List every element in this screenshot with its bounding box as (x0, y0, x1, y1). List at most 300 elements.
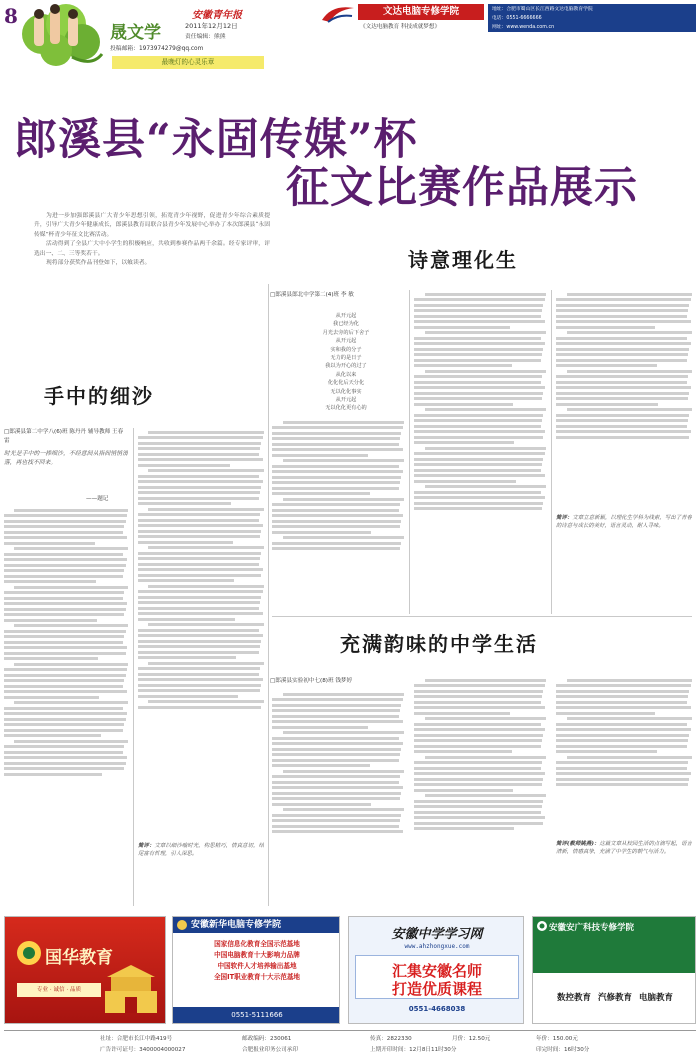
text-line-texture (14, 509, 128, 512)
text-line-texture (272, 492, 370, 495)
text-line-texture (272, 448, 403, 451)
text-line-texture (556, 348, 689, 351)
text-line-texture (4, 630, 126, 633)
text-line-texture (4, 575, 123, 578)
text-line-texture (272, 715, 399, 718)
text-line-texture (4, 525, 124, 528)
sand-lede (4, 450, 128, 490)
text-line-texture (414, 364, 512, 367)
text-line-texture (414, 723, 541, 726)
text-line-texture (567, 293, 692, 296)
editor-line: 责任编辑：熊熊 (185, 34, 226, 40)
text-line-texture (414, 436, 543, 439)
ad-anguang-tech-school[interactable] (532, 916, 696, 1024)
text-line-texture (4, 591, 124, 594)
text-line-texture (272, 531, 371, 534)
guohua-logo-icon (15, 939, 43, 967)
text-line-texture (556, 701, 687, 704)
text-line-texture (138, 634, 263, 637)
anguang-logo-icon (536, 920, 548, 932)
text-line-texture (14, 740, 128, 743)
text-line-texture (556, 298, 691, 301)
text-line-texture (556, 375, 688, 378)
text-line-texture (414, 690, 543, 693)
text-line-texture (4, 580, 96, 583)
text-line-texture (4, 674, 126, 677)
text-line-texture (425, 756, 546, 759)
text-line-texture (4, 531, 123, 534)
text-line-texture (4, 514, 127, 517)
text-line-texture (4, 773, 102, 776)
text-line-texture (138, 530, 261, 533)
text-line-texture (272, 825, 399, 828)
text-line-texture (567, 370, 692, 373)
text-line-texture (4, 657, 98, 660)
text-line-texture (414, 414, 543, 417)
footer-monthly-price: 月价：12.50元 (452, 1036, 491, 1042)
text-line-texture (414, 359, 541, 362)
sand-signature: ——题记 (86, 496, 109, 502)
text-line-texture (272, 819, 400, 822)
poem-line: 从化以来 (335, 371, 357, 378)
sponsor-logo (318, 2, 358, 26)
text-line-texture (556, 739, 688, 742)
poem-line: 无以化化事实 (330, 388, 362, 395)
text-line-texture (556, 403, 658, 406)
text-line-texture (414, 684, 545, 687)
poem-byline: □郎溪县郎北中学第二(4)班 李 敏 (270, 292, 354, 298)
text-line-texture (138, 706, 261, 709)
text-line-texture (414, 767, 541, 770)
text-line-texture (556, 430, 691, 433)
text-line-texture (414, 469, 541, 472)
text-line-texture (414, 309, 542, 312)
school-body-column (556, 676, 692, 836)
text-line-texture (414, 315, 541, 318)
text-line-texture (4, 690, 127, 693)
text-line-texture (4, 652, 126, 655)
text-line-texture (14, 624, 128, 627)
text-line-texture (4, 608, 126, 611)
text-line-texture (138, 645, 260, 648)
text-line-texture (556, 728, 691, 731)
text-line-texture (4, 679, 124, 682)
text-line-texture (567, 717, 692, 720)
text-line-texture (414, 386, 545, 389)
text-line-texture (414, 463, 542, 466)
text-line-texture (414, 342, 545, 345)
text-line-texture (14, 701, 128, 704)
poem-lines (290, 312, 402, 413)
text-line-texture (138, 629, 259, 632)
text-line-texture (425, 331, 546, 334)
ad-xinhua-phone: 0551-5111666 (173, 1007, 340, 1023)
text-line-texture (556, 436, 689, 439)
text-line-texture (414, 348, 543, 351)
text-line-texture (272, 704, 401, 707)
text-line-texture (4, 729, 123, 732)
text-line-texture (414, 458, 543, 461)
text-line-texture (4, 712, 127, 715)
text-line-texture (4, 619, 97, 622)
text-line-texture (556, 419, 688, 422)
text-line-texture (138, 651, 259, 654)
text-line-texture (272, 481, 400, 484)
text-line-texture (148, 431, 264, 434)
text-line-texture (272, 814, 401, 817)
text-line-texture (414, 337, 541, 340)
text-line-texture (272, 759, 399, 762)
text-line-texture (138, 475, 259, 478)
intro-paragraph: 活动得到了全县广大中小学生的积极响应，共收到参赛作品两千余篇。经专家评审，评选出一、二、三等奖若干。 (34, 241, 270, 257)
text-line-texture (272, 520, 401, 523)
text-line-texture (4, 569, 124, 572)
text-line-texture (414, 712, 510, 715)
sand-body-column (4, 506, 128, 904)
ad-xinhua-line: 国家信息化教育全国示范基地 (214, 940, 300, 948)
text-line-texture (414, 298, 545, 301)
text-line-texture (272, 781, 399, 784)
school-comment-label: 简评(教师姚燕)： (556, 841, 600, 847)
sand-comment-text: 文章以细沙喻时光，构思精巧，情真意切，结尾富有哲理，引人深思。 (138, 843, 264, 857)
text-line-texture (138, 684, 261, 687)
masthead (0, 0, 700, 92)
text-line-texture (414, 452, 545, 455)
text-line-texture (283, 421, 404, 424)
text-line-texture (414, 701, 541, 704)
text-line-texture (556, 690, 689, 693)
text-line-texture (414, 375, 542, 378)
text-line-texture (556, 767, 687, 770)
text-line-texture (556, 397, 688, 400)
text-line-texture (138, 618, 235, 621)
text-line-texture (414, 304, 543, 307)
text-line-texture (425, 293, 546, 296)
text-line-texture (556, 359, 687, 362)
text-line-texture (272, 737, 399, 740)
text-line-texture (138, 689, 260, 692)
text-line-texture (272, 487, 399, 490)
text-line-texture (414, 761, 542, 764)
column-rule (268, 284, 269, 906)
text-line-texture (556, 326, 655, 329)
ad-anguang-header (533, 917, 696, 973)
school-comment-text: 这篇文章从校园生活的点滴写起，语言清新，情感真挚，充满了中学生的朝气与活力。 (556, 841, 692, 855)
text-line-texture (556, 772, 691, 775)
text-line-texture (425, 794, 546, 797)
text-line-texture (425, 485, 546, 488)
text-line-texture (138, 678, 263, 681)
text-line-texture (4, 646, 127, 649)
text-line-texture (414, 480, 516, 483)
text-line-texture (272, 726, 368, 729)
text-line-texture (138, 557, 260, 560)
text-line-texture (4, 520, 126, 523)
text-line-texture (138, 497, 259, 500)
poem-comment-text: 文章立意新颖，以理化生学科为线索，写出了青春的诗意与成长的美好，语言灵动，耐人寻味。 (556, 515, 692, 529)
poem-comment-label: 简评： (556, 515, 573, 521)
text-line-texture (138, 524, 263, 527)
text-line-texture (4, 745, 124, 748)
text-line-texture (138, 436, 263, 439)
text-line-texture (14, 663, 128, 666)
poem-line: 无力的是日子 (330, 355, 362, 362)
text-line-texture (4, 685, 123, 688)
text-line-texture (4, 558, 127, 561)
text-line-texture (556, 750, 657, 753)
text-line-texture (272, 797, 400, 800)
text-line-texture (283, 808, 404, 811)
text-line-texture (556, 723, 687, 726)
poem-line: 月光去旁的后下舍子 (322, 329, 370, 336)
text-line-texture (148, 662, 264, 665)
text-line-texture (425, 408, 546, 411)
intro-paragraph: 为进一步加强郎溪县广大青少年思想引领，拓宽青少年视野，促进青少年综合素质提升，引导广大青少年健康成长，郎溪县教育局联合县青少年发展中心举办了本次郎溪县“永固传媒”杯青少年征文比赛活动。 (34, 213, 270, 238)
school-comment (556, 840, 692, 904)
school-byline: □郎溪县实验初中七(8)班 钱梦婷 (270, 678, 353, 684)
sponsor-name-text: 文达电脑专修学院 (382, 6, 459, 17)
sand-comment-label: 简评： (138, 843, 155, 849)
text-line-texture (556, 364, 657, 367)
footer-line-1 (100, 1034, 696, 1043)
ad-anguang-program: 数控教育 (557, 993, 592, 1003)
text-line-texture (272, 748, 401, 751)
text-line-texture (272, 426, 403, 429)
text-line-texture (272, 786, 403, 789)
text-line-texture (567, 679, 692, 682)
ad-zhongxue-slogan-2: 打造优质课程 (391, 980, 482, 998)
ad-xinhua-title: 安徽新华电脑专修学院 (191, 920, 282, 930)
sand-lede-text: 时光是手中的一捧细沙，不经意间从指间悄悄滑落，再也找不回来。 (4, 451, 128, 466)
text-line-texture (283, 459, 404, 462)
text-line-texture (414, 403, 513, 406)
text-line-texture (4, 668, 127, 671)
poem-line: 从开元起 (335, 397, 357, 404)
text-line-texture (556, 783, 688, 786)
text-line-texture (414, 811, 541, 814)
text-line-texture (556, 712, 655, 715)
text-line-texture (556, 304, 689, 307)
text-line-texture (138, 607, 259, 610)
text-line-texture (272, 503, 400, 506)
text-line-texture (138, 568, 263, 571)
text-line-texture (138, 535, 260, 538)
school-body-column (272, 690, 404, 904)
poem-comment (556, 514, 692, 574)
text-line-texture (414, 425, 541, 428)
text-line-texture (4, 767, 124, 770)
ad-xinhua-line: 中国软件人才培养输出基地 (217, 962, 297, 970)
ad-zhongxue-url[interactable]: www.ahzhongxue.com (404, 943, 470, 950)
footer-annual-price: 年价：150.00元 (536, 1036, 578, 1042)
text-line-texture (4, 542, 95, 545)
paper-name: 安徽青年报 (192, 10, 242, 21)
text-line-texture (138, 442, 261, 445)
sponsor-info-box (488, 4, 696, 32)
footer-divider (4, 1030, 696, 1031)
text-line-texture (4, 635, 124, 638)
text-line-texture (425, 447, 546, 450)
text-line-texture (414, 789, 513, 792)
text-line-texture (4, 707, 123, 710)
text-line-texture (272, 437, 400, 440)
text-line-texture (414, 745, 541, 748)
column-tagline: 最晚灯的心灵乐章 (112, 56, 264, 69)
text-line-texture (138, 502, 231, 505)
issue-date: 2011年12月12日 (185, 22, 238, 30)
text-line-texture (4, 553, 123, 556)
text-line-texture (556, 381, 687, 384)
text-line-texture (272, 514, 403, 517)
text-line-texture (414, 502, 543, 505)
text-line-texture (556, 425, 687, 428)
text-line-texture (567, 331, 692, 334)
text-line-texture (414, 734, 543, 737)
sand-body-column (138, 428, 264, 836)
sand-byline: □郎溪县第二中学八(6)班 陈丹丹 辅导教师 王春雷 (4, 429, 124, 444)
text-line-texture (4, 751, 123, 754)
sponsor-swoosh-icon (318, 2, 358, 26)
text-line-texture (14, 547, 128, 550)
poem-line: 无以化化更有心的 (325, 405, 367, 412)
text-line-texture (414, 491, 541, 494)
text-line-texture (138, 601, 260, 604)
text-line-texture (4, 718, 126, 721)
ad-anhui-middle-school-net[interactable] (348, 916, 524, 1024)
ad-guohua-education[interactable] (4, 916, 166, 1024)
text-line-texture (138, 579, 234, 582)
text-line-texture (138, 574, 261, 577)
text-line-texture (556, 309, 688, 312)
text-line-texture (414, 496, 545, 499)
text-line-texture (556, 761, 688, 764)
text-line-texture (4, 536, 127, 539)
text-line-texture (138, 563, 259, 566)
text-line-texture (148, 546, 264, 549)
text-line-texture (138, 552, 261, 555)
intro-paragraph: 现将部分获奖作品刊登如下，以飨读者。 (46, 260, 151, 267)
text-line-texture (567, 756, 692, 759)
text-line-texture (414, 778, 543, 781)
text-line-texture (272, 509, 399, 512)
ad-guohua-title: 国华教育 (45, 948, 113, 968)
text-line-texture (414, 695, 542, 698)
clover-children-illustration (12, 2, 108, 72)
text-line-texture (138, 695, 238, 698)
text-line-texture (138, 491, 260, 494)
text-line-texture (138, 673, 259, 676)
text-line-texture (138, 464, 230, 467)
text-line-texture (556, 778, 689, 781)
ad-xinhua-computer-school[interactable] (172, 916, 340, 1024)
text-line-texture (272, 454, 368, 457)
column-title: 晟文学 (110, 23, 161, 43)
poem-line: 从开元起 (335, 313, 357, 319)
text-line-texture (425, 370, 546, 373)
poem-body-column (556, 290, 692, 510)
headline-line-2: 征文比赛作品展示 (286, 163, 638, 213)
poem-line: 实和我的分子 (330, 346, 362, 353)
text-line-texture (414, 381, 541, 384)
text-line-texture (272, 465, 399, 468)
text-line-texture (414, 816, 545, 819)
text-line-texture (138, 447, 260, 450)
page-number: 8 (4, 4, 18, 28)
text-line-texture (414, 772, 545, 775)
text-line-texture (272, 698, 403, 701)
ad-zhongxue-slogan-box (355, 955, 519, 999)
text-line-texture (138, 612, 263, 615)
sponsor-subtitle: 《文达电脑教育 科技成就梦想》 (360, 24, 441, 30)
ad-anguang-program: 汽修教育 (597, 993, 632, 1003)
text-line-texture (556, 734, 689, 737)
text-line-texture (138, 640, 261, 643)
text-line-texture (414, 822, 543, 825)
poem-line: 从开元起 (335, 338, 357, 345)
text-line-texture (138, 590, 263, 593)
text-line-texture (414, 326, 510, 329)
text-line-texture (414, 739, 542, 742)
sand-comment (138, 842, 264, 904)
text-line-texture (283, 498, 404, 501)
text-line-texture (272, 720, 403, 723)
text-line-texture (414, 827, 514, 830)
sponsor-website: 网址：www.wenda.com.cn (492, 25, 555, 30)
sand-article-title: 手中的细沙 (44, 384, 154, 408)
text-line-texture (148, 585, 264, 588)
footer-postcode: 邮政编码：230061 (242, 1036, 292, 1042)
text-line-texture (556, 337, 687, 340)
text-line-texture (556, 392, 689, 395)
text-line-texture (4, 641, 123, 644)
text-line-texture (272, 803, 371, 806)
text-line-texture (14, 586, 128, 589)
text-line-texture (4, 602, 127, 605)
text-line-texture (148, 469, 264, 472)
text-line-texture (414, 441, 514, 444)
text-line-texture (556, 684, 691, 687)
text-line-texture (283, 536, 404, 539)
footer-print-start: 上期开印时间：12月8日11时30分 (370, 1047, 457, 1053)
text-line-texture (414, 750, 512, 753)
poem-line: 我以为开心的过了 (325, 363, 367, 370)
text-line-texture (414, 430, 545, 433)
text-line-texture (556, 342, 691, 345)
text-line-texture (4, 696, 99, 699)
text-line-texture (272, 753, 400, 756)
footer-line-2 (100, 1045, 696, 1054)
text-line-texture (414, 474, 545, 477)
text-line-texture (4, 613, 124, 616)
text-line-texture (556, 353, 688, 356)
text-line-texture (138, 541, 233, 544)
text-line-texture (556, 320, 691, 323)
text-line-texture (272, 525, 400, 528)
ad-anguang-programs (533, 991, 696, 1003)
text-line-texture (138, 519, 259, 522)
ad-zhongxue-slogan-1: 汇集安徽名师 (391, 962, 482, 980)
text-line-texture (414, 353, 542, 356)
text-line-texture (272, 547, 400, 550)
ad-xinhua-lines (181, 939, 333, 983)
poem-line: 化化化后天分化 (327, 380, 365, 387)
text-line-texture (272, 792, 401, 795)
ad-xinhua-line: 全国IT职业教育十大示范基地 (213, 973, 301, 981)
text-line-texture (283, 770, 404, 773)
text-line-texture (414, 783, 542, 786)
ad-xinhua-line: 中国电脑教育十大影响力品牌 (214, 951, 300, 959)
text-line-texture (138, 458, 263, 461)
